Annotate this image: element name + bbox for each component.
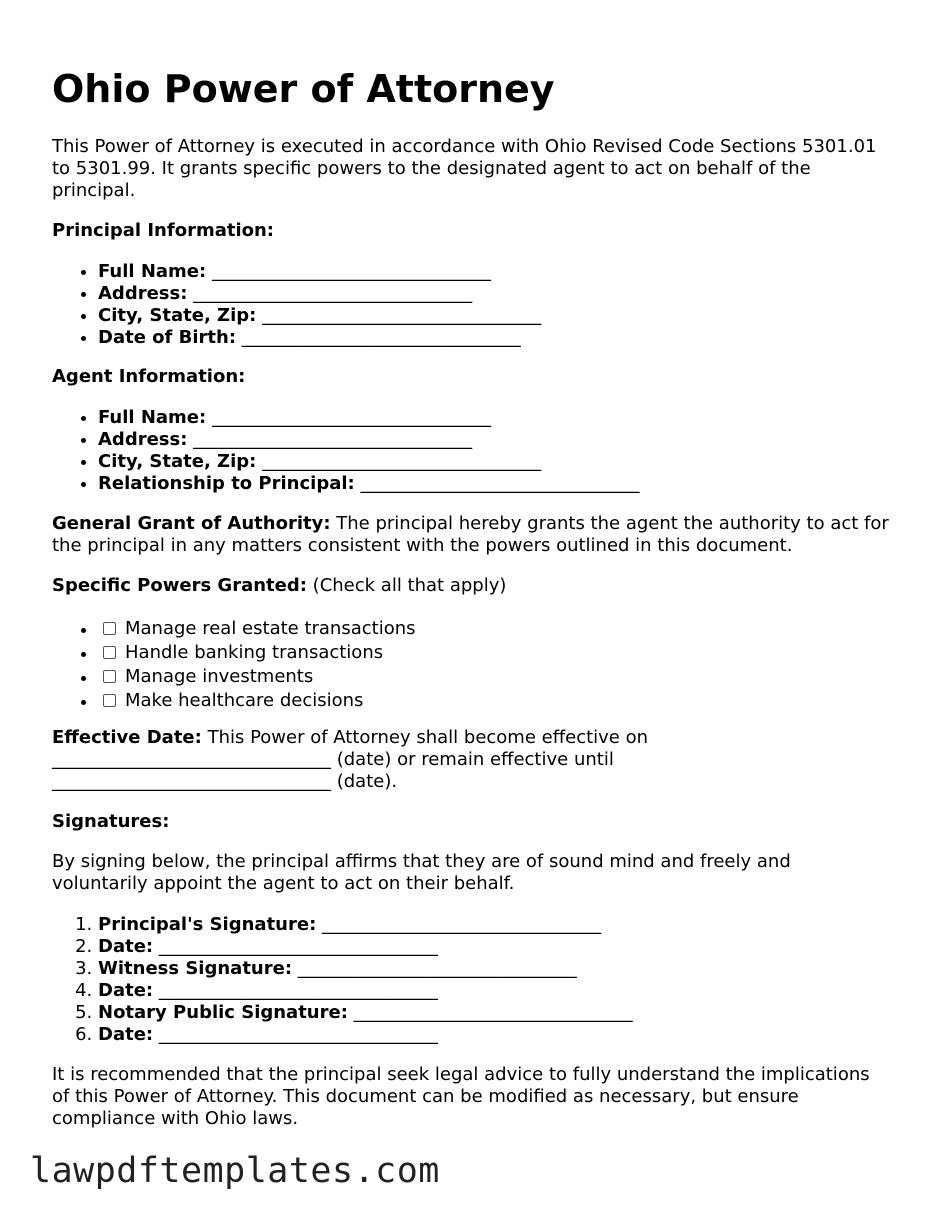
- page-title: Ohio Power of Attorney: [52, 67, 555, 111]
- effective-date-paragraph: Effective Date: This Power of Attorney shall become effective on _______________________________ (date) or remain effective until _______________________________ (date).: [52, 727, 649, 792]
- agent-full-name-field: • Full Name: _______________________________: [98, 407, 938, 429]
- footer-watermark: lawpdftemplates.com: [30, 1151, 440, 1191]
- specific-powers-heading: Specific Powers Granted: (Check all that apply): [52, 575, 507, 596]
- checkbox-healthcare[interactable]: [103, 694, 116, 707]
- power-item: • Manage investments: [98, 665, 938, 689]
- signatures-heading: Signatures:: [52, 811, 170, 832]
- agent-city-field: • City, State, Zip: _______________________________: [98, 451, 938, 473]
- signatures-paragraph: By signing below, the principal affirms that they are of sound mind and freely and voluntarily appoint the agent to act on their behalf.: [52, 851, 791, 894]
- checkbox-banking[interactable]: [103, 646, 116, 659]
- closing-paragraph: It is recommended that the principal seek legal advice to fully understand the implications of this Power of Attorney. This document can be modified as necessary, but ensure compliance with Ohio laws.: [52, 1064, 870, 1129]
- witness-date-field: 4. Date: _______________________________: [98, 980, 938, 1002]
- power-item: • Make healthcare decisions: [98, 689, 938, 713]
- agent-address-field: • Address: _______________________________: [98, 429, 938, 451]
- witness-signature-field: 3. Witness Signature: _______________________________: [98, 958, 938, 980]
- agent-heading: Agent Information:: [52, 366, 246, 387]
- principal-heading: Principal Information:: [52, 220, 275, 241]
- principal-signature-field: 1. Principal's Signature: _______________________________: [98, 914, 938, 936]
- checkbox-investments[interactable]: [103, 670, 116, 683]
- power-item: • Manage real estate transactions: [98, 617, 938, 641]
- principal-full-name-field: • Full Name: _______________________________: [98, 261, 938, 283]
- general-grant-paragraph: General Grant of Authority: The principal hereby grants the agent the authority to act for the principal in any matters consistent with the powers outlined in this document.: [52, 513, 889, 556]
- intro-paragraph: This Power of Attorney is executed in accordance with Ohio Revised Code Sections 5301.01 to 5301.99. It grants specific powers to the designated agent to act on behalf of the principal.: [52, 136, 877, 201]
- principal-dob-field: • Date of Birth: _______________________________: [98, 327, 938, 349]
- agent-relationship-field: • Relationship to Principal: _______________________________: [98, 473, 938, 495]
- principal-date-field: 2. Date: _______________________________: [98, 936, 938, 958]
- principal-city-field: • City, State, Zip: _______________________________: [98, 305, 938, 327]
- agent-fields-list: [52, 407, 938, 495]
- power-item: • Handle banking transactions: [98, 641, 938, 665]
- principal-fields-list: [52, 261, 938, 349]
- principal-address-field: • Address: _______________________________: [98, 283, 938, 305]
- notary-date-field: 6. Date: _______________________________: [98, 1024, 938, 1046]
- signature-fields-list: [52, 914, 938, 1046]
- notary-signature-field: 5. Notary Public Signature: _______________________________: [98, 1002, 938, 1024]
- specific-powers-list: [52, 617, 938, 713]
- checkbox-real-estate[interactable]: [103, 622, 116, 635]
